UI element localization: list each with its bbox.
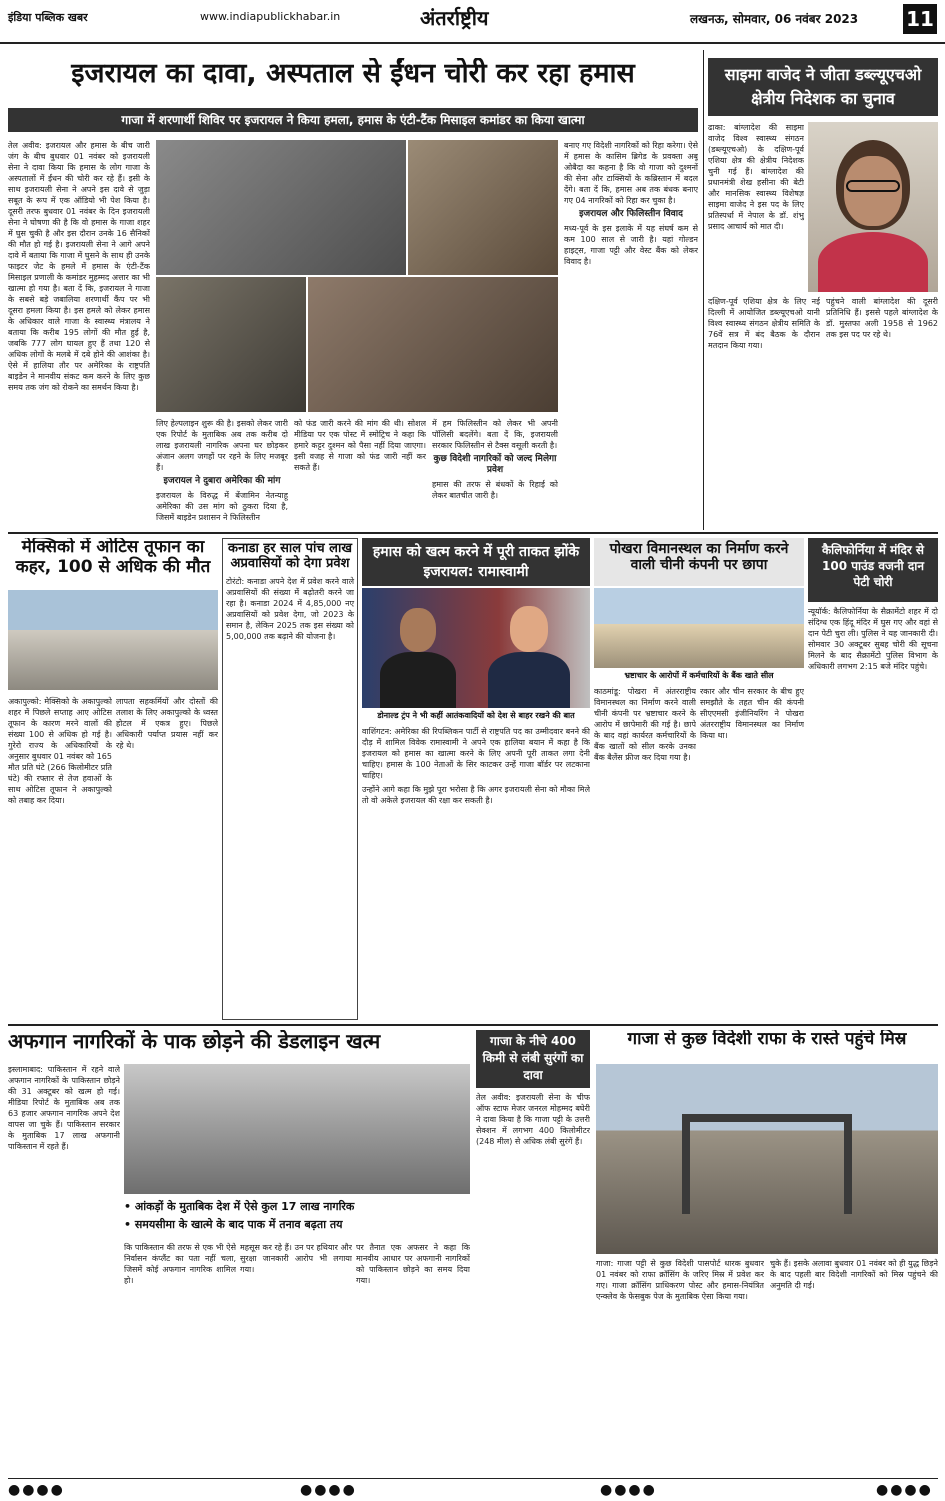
afghan-headline: अफगान नागरिकों के पाक छोड़ने की डेडलाइन खत्म — [8, 1030, 381, 1053]
issue-date: लखनऊ, सोमवार, 06 नवंबर 2023 — [690, 12, 859, 26]
paper-name: इंडिया पब्लिक खबर — [8, 11, 88, 24]
footer-dots-icon: ●●●● — [300, 1482, 357, 1498]
portrait-garment — [818, 232, 928, 292]
pokhara-headline: पोखरा विमानस्थल का निर्माण करने वाली चीनी कंपनी पर छापा — [594, 538, 804, 586]
lead-photo-crowd — [308, 277, 558, 412]
photo-gate — [682, 1114, 852, 1214]
ramaswamy-body: वाशिंगटन: अमेरिका की रिपब्लिकन पार्टी से राष्ट्रपति पद का उम्मीदवार बनने की दौड़ में शामिल विवेक रामास्वामी ने अपने एक हालिया बयान में कहा है कि इजरायल को हमास का खात्मा करने के लिए अपनी पूरी ताकत लगा देनी चाहिए। हमास के 100 नेताओं के सिर काटकर उन्हें गाजा बॉर्डर पर लटकाना चाहिए। उन्होंने आगे कहा कि मुझे पूरा भरोसा है कि अगर इजरायली सेना को मौका मिले तो वो अकेले इजरायल की रक्षा कर सकती है। — [362, 727, 590, 805]
lead-col-2: लिए हेल्पलाइन शुरू की है। इसको लेकर जारी एक रिपोर्ट के मुताबिक अब तक करीब दो लाख इजरायली नागरिक अपना घर छोड़कर अंजान अलग जगहों पर रहने के लिए मजबूर हैं। इजरायल ने दुबारा अमेरिका की मांग इजरायल के विरुद्ध में बेंजामिन नेतन्याहू अमेरिका की उस मांग को ठुकरा दिया है, जिसमें बाइडेन प्रशासन ने फिलिस्तीन — [156, 419, 288, 522]
lead-col-5: बनाए गए विदेशी नागरिकों को रिहा करेगा। ऐसे में हमास के कासिम ब्रिगेड के प्रवक्ता अबू ओबैदा का कहना है कि वो गाजा को दुश्मनों की सेना और टाक्सियों के कब्रिस्तान में बदल देंगे। बता दें कि, हमास अब तक बंधक बनाए गए 04 नागरिकों को रिहा कर चुका है। इजरायल और फिलिस्तीन विवाद मध्य-पूर्व के इस इलाके में यह संघर्ष कम से कम 100 साल से जारी है। यहां गोल्डन हाइट्स, गाजा पट्टी और वेस्ट बैंक को लेकर विवाद है। — [564, 141, 698, 266]
pokhara-body-1: काठमांडू: पोखरा में अंतरराष्ट्रीय विमानस्थल का निर्माण करने वाली चीनी कंपनी पर भ्रष्टाचार करने के आरोप में छापेमारी की गई है। छापे के बाद वहां कार्यरत कर्मचारियों के बैंक खातों को सील करके उनका बैंक बैलेंस फ्रीज कर दिया गया है। — [594, 687, 696, 762]
pokhara-caption: भ्रष्टाचार के आरोपों में कर्मचारियों के बैंक खाते सील — [624, 671, 774, 680]
section-rule — [8, 532, 938, 534]
afghan-bullet-2: • समयसीमा के खात्मे के बाद पाक में तनाव बढ़ता तय — [124, 1218, 343, 1231]
canada-headline: कनाडा हर साल पांच लाख अप्रवासियों को देगा प्रवेश — [227, 541, 352, 571]
lead-photo-rescue — [156, 277, 306, 412]
lead-col-4: में हम फिलिस्तीन को लेकर भी अपनी पॉलिसी बदलेंगे। बता दें कि, इजरायली सरकार फिलिस्तीन से टैक्स वसूली करती है। कुछ विदेशी नागरिकों को जल्द मिलेगा प्रवेश हमास की तरफ से बंधकों के रिहाई को लेकर बातचीत जारी है। — [432, 419, 558, 500]
saima-body-3: पहुंचने वाली बांग्लादेश की दूसरी प्रतिनिधि हैं। इससे पहले बांग्लादेश के डॉ. मुस्तफा अली 1958 से 1962 तक इस पद पर रहे थे। — [826, 297, 938, 339]
tunnel-headline: गाजा के नीचे 400 किमी से लंबी सुरंगों का दावा — [476, 1030, 590, 1088]
photo-person-right — [510, 606, 548, 652]
bullet-icon: • — [124, 1200, 135, 1213]
rafah-photo — [596, 1064, 938, 1254]
bullet-icon: • — [124, 1218, 135, 1231]
ramaswamy-photo — [362, 588, 590, 708]
photo-suit-left — [380, 652, 456, 708]
saima-body-1: ढाका: बांग्लादेश की साइमा वाजेद विश्व स्वास्थ्य संगठन (डब्ल्यूएचओ) के दक्षिण-पूर्व एशिया क्षेत्र की क्षेत्रीय निदेशक चुनी गई हैं। बांग्लादेश की प्रधानमंत्री शेख हसीना की बेटी और मानसिक स्वास्थ्य विशेषज्ञ साइमा वाजेद ने इस पद के लिए प्रतिस्पर्धा में नेपाल के डॉ. शंभु प्रसाद आचार्य को मात दी। — [708, 123, 804, 231]
paper-url[interactable]: www.indiapublickhabar.in — [200, 10, 341, 23]
afghan-photo — [124, 1064, 470, 1194]
rafah-headline: गाजा से कुछ विदेशी राफा के रास्ते पहुंचे मिस्र — [627, 1030, 907, 1049]
mexico-body-2: लापता सहकर्मियों और दोस्तों की तलाश के लिए अकापुल्को के ध्वस्त होटल में एकत्र हुए। पिछले अधिकारी पर्याप्त प्रयास नहीं कर रहे थे। — [116, 697, 218, 750]
saima-headline: साइमा वाजेद ने जीता डब्ल्यूएचओ क्षेत्रीय निदेशक का चुनाव — [708, 58, 938, 116]
afghan-body-4: पर तैनात एक अफसर ने कहा कि मानवीय आधार पर अफगानी नागरिकों को पाकिस्तान छोड़ने का समय दिया गया। — [356, 1243, 470, 1285]
masthead-bar — [0, 0, 945, 44]
tunnel-body: तेल अवीव: इजरायली सेना के चीफ ऑफ स्टाफ मेजर जनरल मोहम्मद बघेरी ने दावा किया है कि गाजा पट्टी के उत्तरी सेक्शन में लगभग 400 किलोमीटर (248 मील) से अधिक लंबी सुरंगें हैं। — [476, 1093, 590, 1146]
saima-portrait — [808, 122, 938, 292]
lead-photo-rubble — [408, 140, 558, 275]
ramaswamy-caption: डोनाल्ड ट्रंप ने भी कहीं आतंकवादियों को देश से बाहर रखने की बात — [377, 711, 575, 720]
lead-col-3: को फंड जारी करने की मांग की थी। सोशल मीडिया पर एक पोस्ट में स्मोट्रिच ने कहा कि हमारे कट्टर दुश्मन को पैसा नहीं दिया जाएगा। इसी वजह से गाजा को फंड जारी नहीं कर सकते हैं। — [294, 419, 426, 472]
saima-body-2: दक्षिण-पूर्व एशिया क्षेत्र के लिए नई दिल्ली में आयोजित डब्ल्यूएचओ यानी विश्व स्वास्थ्य संगठन क्षेत्रीय समिति के 76वें सत्र में बंद बैठक के दौरान मतदान किया गया। — [708, 297, 820, 350]
california-headline: कैलिफोर्निया में मंदिर से 100 पाउंड वजनी दान पेटी चोरी — [808, 538, 938, 602]
afghan-body-3: महसूस कर रहे हैं। उन पर हथियार और सुरक्षा जानकारी आरोप भी लगाया गया। — [240, 1243, 352, 1274]
mexico-body-1: अकापुल्को: मेक्सिको के अकापुल्को शहर में पिछले सप्ताह आए ओटिस तूफान के कारण मरने वालों की संख्या 100 से अधिक हो गई है। गुरेरो राज्य के अधिकारियों के अनुसार बुधवार 01 नवंबर को 165 मौत प्रति घंटे (266 किलोमीटर प्रति घंटे) की रफ्तार से तेज हवाओं के साथ ओटिस तूफान ने अकापुल्को को तबाह कर दिया। — [8, 697, 112, 805]
section-title: अंतर्राष्ट्रीय — [420, 6, 489, 30]
canada-story — [222, 538, 358, 1020]
page-number: 11 — [903, 4, 937, 34]
pokhara-photo — [594, 588, 804, 668]
lead-headline: इजरायल का दावा, अस्पताल से ईंधन चोरी कर रहा हमास — [71, 58, 635, 89]
afghan-body-1: इस्लामाबाद: पाकिस्तान में रहने वाले अफगान नागरिकों के पाकिस्तान छोड़ने की 31 अक्टूबर को खत्म हो गई। मीडिया रिपोर्ट के मुताबिक अब तक 63 हजार अफगान नागरिक अपने देश वापस जा चुके हैं। पाकिस्तान सरकार के मुताबिक 17 लाख अफगानी पाकिस्तान में रहते हैं। — [8, 1065, 120, 1151]
california-body: न्यूयॉर्क: कैलिफोर्निया के सैक्रामेंटो शहर में दो संदिग्ध एक हिंदू मंदिर में घुस गए और वहां से दान पेटी चुरा ली। पुलिस ने यह जानकारी दी। सोमवार 30 अक्टूबर सुबह चोरी की सूचना मिलने के बाद सैक्रामेंटो पुलिस विभाग के अधिकारी लगभग 2:15 बजे मंदिर पहुंचे। — [808, 607, 938, 671]
column-divider — [703, 50, 704, 530]
mexico-headline: मेक्सिको में ओटिस तूफान का कहर, 100 से अधिक की मौत — [15, 538, 211, 577]
canada-body: टोरंटो: कनाडा अपने देश में प्रवेश करने वाले अप्रवासियों की संख्या में बढ़ोतरी करने जा रहा है। कनाडा 2024 में 4,85,000 नए अप्रवासियों को प्रवेश देगा, जो 2023 के समान है, लेकिन 2025 तक इस संख्या को 5,00,000 तक बढ़ाने की योजना है। — [226, 576, 354, 641]
section-rule-2 — [8, 1024, 938, 1026]
lead-photo-explosion — [156, 140, 406, 275]
pokhara-body-2: रकार और चीन सरकार के बीच हुए समझौते के तहत चीन की कंपनी सीएएमसी इंजीनियरिंग ने पोखरा अंतरराष्ट्रीय विमानस्थल का निर्माण किया था। — [700, 687, 804, 740]
footer-dots-icon: ●●●● — [8, 1482, 65, 1498]
portrait-glasses — [846, 180, 900, 192]
rafah-body-2: चुके हैं। इसके अलावा बुधवार 01 नवंबर को ही युद्ध छिड़ने के बाद पहली बार विदेशी नागरिकों को मिस्र पहुंचने की अनुमति दी गई। — [770, 1259, 938, 1290]
footer-rule — [8, 1478, 938, 1479]
photo-person-left — [400, 608, 436, 652]
afghan-bullet-1: • आंकड़ों के मुताबिक देश में ऐसे कुल 17 लाख नागरिक — [124, 1200, 355, 1213]
photo-suit-right — [488, 652, 570, 708]
afghan-bullets — [124, 1198, 470, 1238]
lead-subheadline: गाजा में शरणार्थी शिविर पर इजरायल ने किया हमला, हमास के एंटी-टैंक मिसाइल कमांडर का किया खात्मा — [8, 108, 698, 132]
afghan-body-2: कि पाकिस्तान की तरफ से एक भी ऐसे निर्वासन कंप्लैंट का पता नहीं चला, जिसमें कोई अफगान नागरिक शामिल हो। — [124, 1243, 236, 1285]
ramaswamy-headline: हमास को खत्म करने में पूरी ताकत झोंके इजरायल: रामास्वामी — [362, 538, 590, 586]
lead-col-1: तेल अवीव: इजरायल और हमास के बीच जारी जंग के बीच बुधवार 01 नवंबर को इजरायली सेना ने दावा किया कि हमास के लोग गाजा के अस्पतालों में ईंधन की चोरी कर रहे हैं। इसी के साथ इजरायली सेना ने अपने इस दावे से जुड़ा सबूत के रूप में एक ऑडियो भी पेश किया है। दूसरी तरफ बुधवार 01 नवंबर के दिन इजरायली सेना ने घोषणा की है कि वो हमास के गाजा शहर में घुस चुकी है और इस दौरान उनके 16 सैनिकों की मौत हो गई है। इजरायली सेना ने आगे अपने दावे में बताया कि गाजा में घुसने के साथ ही उनके फाइटर जेट के हमले में हमास के एंटी-टैंक मिसाइल प्रणाली के कमांडर मुहम्मद अत्तार का भी खात्मा हो गया है। बता दें कि, इजरायल ने गाजा के सबसे बड़े जबालिया शरणार्थी कैंप पर भी दूसरा हमला किया है। इस हमले को लेकर हमास के अधिकार वाले गाजा के स्वास्थ्य मंत्रालय ने बताया कि करीब 195 लोगों की मौत हुई है, जबकि 777 लोग घायल हुए हैं तथा 120 से अधिक लोगों के मलबे में दबे होने की आशंका है। ऐसे में हालिया तौर पर अमेरिका के राष्ट्रपति बाइडेन ने मानवीय संकट कम करने के लिए कुछ समय तक जंग को रोकने का समर्थन किया है। — [8, 141, 150, 392]
footer-dots-icon: ●●●● — [876, 1482, 933, 1498]
mexico-photo — [8, 590, 218, 690]
footer-dots-icon: ●●●● — [600, 1482, 657, 1498]
rafah-body-1: गाजा: गाजा पट्टी से कुछ विदेशी पासपोर्ट धारक बुधवार 01 नवंबर को राफा क्रॉसिंग के जरिए मिस्र में प्रवेश कर गए। गाजा क्रॉसिंग प्राधिकरण पोस्ट और हमास-नियंत्रित एन्क्लेव के फेसबुक पेज के मुताबिक ऐसा किया गया। — [596, 1259, 764, 1301]
